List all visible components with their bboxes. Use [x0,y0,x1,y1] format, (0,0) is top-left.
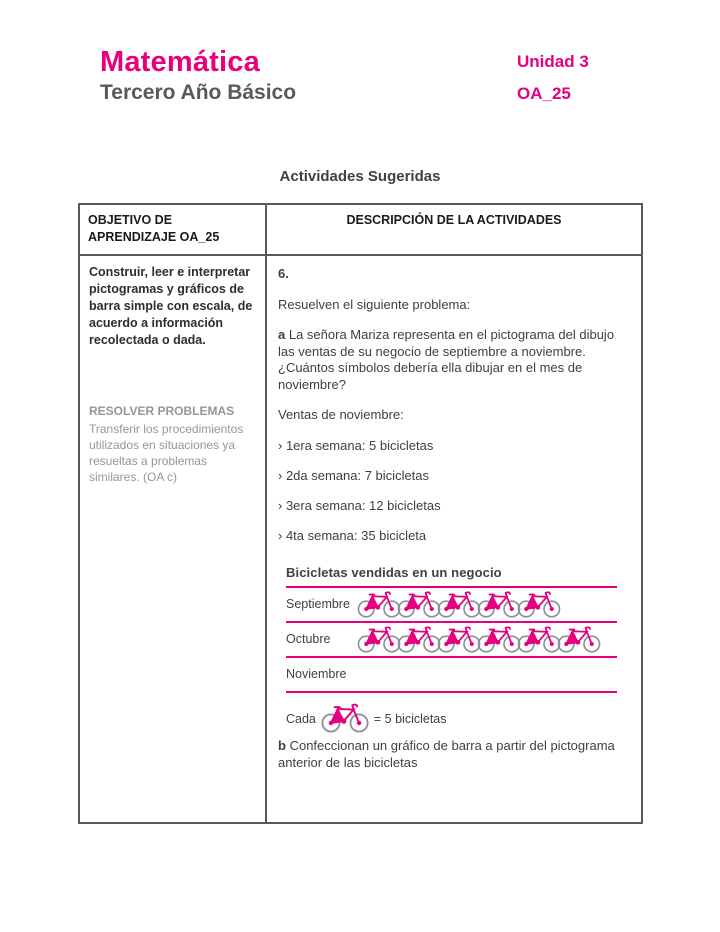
pictogram-title: Bicicletas vendidas en un negocio [286,565,502,580]
objective-text: Construir, leer e interpretar pictogramas y gráficos de barra simple con escala, de acuerdo a información recolectada o dada. [89,265,253,347]
part-b-paragraph [278,738,627,771]
unit-label: Unidad 3 [517,52,589,71]
pictogram-row [286,656,617,691]
subject-title: Matemática [100,46,260,78]
activity-number: 6. [278,266,289,281]
pictogram [286,565,617,738]
part-a-text: La señora Mariza representa en el pictograma del dibujo las ventas de su negocio de septiembre a noviembre. ¿Cuántos símbolos debería ella dibujar en el mes de noviembre? [278,327,615,392]
pictogram-legend [286,701,617,739]
pictogram-row [286,586,617,621]
sales-list-item: › 2da semana: 7 bicicletas [278,467,430,483]
objective-column-header: OBJETIVO DE APRENDIZAJE OA_25 [80,205,267,256]
sales-list [278,438,627,545]
sales-list-item: › 3era semana: 12 bicicletas [278,497,441,513]
skill-text: Transferir los procedimientos utilizados en situaciones ya resueltas a problemas similares. (OA c) [89,422,244,484]
part-b-label: b [278,738,286,753]
pictogram-row-icons [356,589,556,619]
pictogram-rows [286,586,617,691]
part-b-text: Confeccionan un gráfico de barra a partir del pictograma anterior de las bicicletas [278,738,615,770]
pictogram-row-label: Noviembre [286,666,347,681]
bicycle-icon [556,624,602,654]
section-title: Actividades Sugeridas [279,168,441,185]
oa-code-label: OA_25 [517,84,571,103]
legend-bicycle [320,701,370,739]
part-a-label: a [278,327,286,342]
pictogram-bottom-line [286,691,617,693]
sales-list-item: › 4ta semana: 35 bicicleta [278,527,427,543]
pictogram-row-label: Octubre [286,631,331,646]
pictogram-row-label: Septiembre [286,596,350,611]
document-header [0,0,720,116]
activity-description-cell [267,256,641,822]
sales-heading: Ventas de noviembre: [278,407,404,422]
grade-title: Tercero Año Básico [100,81,297,104]
activities-table [78,203,643,824]
skill-title: RESOLVER PROBLEMAS [89,404,235,418]
legend-equals: = 5 bicicletas [373,712,447,726]
description-column-header: DESCRIPCIÓN DE LA ACTIVIDADES [267,205,641,256]
objective-cell [80,256,267,822]
pictogram-row-icons [356,624,596,654]
header-right-block [517,52,589,104]
bicycle-icon [320,701,370,734]
part-a-paragraph [278,327,627,393]
skill-block [89,403,256,485]
activity-intro: Resuelven el siguiente problema: [278,296,471,312]
legend-prefix: Cada [286,712,316,726]
bicycle-icon [516,589,562,619]
pictogram-row [286,621,617,656]
sales-list-item: › 1era semana: 5 bicicletas [278,437,434,453]
